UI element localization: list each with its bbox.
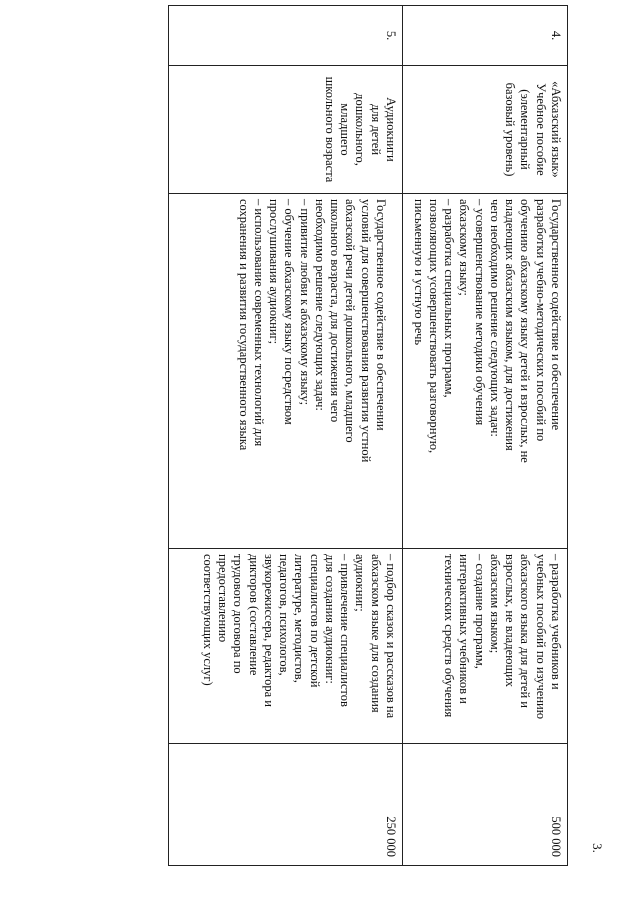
measures-line: – разработка учебников и [549,554,563,690]
measures-line: технических средств обучения [442,554,457,718]
description-line: Государственное содействие в обеспечении [374,199,388,431]
description-cell [169,194,403,549]
measures-line: взрослых, не владеющих [503,554,518,688]
description-line: разработки учебно-методических пособий по [533,199,548,442]
measures-line: учебных пособий по изучению [533,554,548,720]
item-name-line: (элементарный [518,89,533,170]
measures-line: дикторов (составление [246,554,261,676]
description-line: Государственное содействие и обеспечение [549,199,563,431]
item-name-cell [403,66,568,194]
item-name-line: Аудиокниги [384,97,398,162]
measures-line: специалистов по детской [307,554,322,688]
row-number: 5. [384,30,398,41]
program-table-rotated [168,5,568,865]
item-name-line: младшего [338,103,353,156]
cost-cell [403,744,568,866]
description-line: письменную и устную речь [411,199,426,346]
item-name-cell [169,66,403,194]
measures-line: соответствующих услуг) [201,554,215,686]
description-line: владеющих абхазским языком, для достижения [503,199,518,451]
measures-line: – привлечение специалистов [338,554,353,707]
table-row [169,6,403,866]
row-number-cell [169,6,403,66]
measures-line: звукорежиссера, редактора и [262,554,276,707]
measures-line: педагогов, психологов, [277,554,292,676]
page-number: 3. [589,843,605,853]
description-line: позволяющих усовершенствовать разговорную, [427,199,441,454]
description-line: – усовершенствование методики обучения [472,199,487,426]
measures-cell [169,549,403,744]
description-line: – разработка специальных программ, [442,199,457,398]
item-name-line: Учебное пособие [533,83,548,176]
row-number: 4. [549,30,563,41]
measures-line: интерактивных учебников и [457,554,472,704]
description-line: абхазской речи детей дошкольного, младшего [343,199,358,443]
description-line: абхазскому языку; [457,199,472,296]
item-name-line: базовый уровень) [503,82,518,177]
measures-line: – создание программ, [472,554,487,669]
measures-line: для создания аудиокниг: [323,554,337,684]
description-line: – привитие любви к абхазскому языку; [297,199,312,406]
row-number-cell [403,6,568,66]
item-name-line: для детей [368,103,383,156]
measures-line: предоставлению [216,554,231,643]
description-line: школьного возраста, для достижения чего [328,199,343,423]
program-table [168,5,568,866]
description-line: необходимо решение следующих задач: [313,199,327,411]
measures-cell [403,549,568,744]
description-line: сохранения и развития государственного языка [236,199,251,451]
item-name-line: дошкольного, [353,93,368,166]
measures-line: абхазском языке для создания [368,554,383,713]
description-line: прослушивания аудиокниг; [267,199,282,345]
cost-value: 500 000 [549,816,563,857]
cost-value: 250 000 [384,816,398,857]
measures-line: аудиокниг; [353,554,368,612]
measures-line: трудового договора по [231,554,246,674]
measures-line: – подбор сказок и рассказов на [384,554,398,719]
description-line: – обучение абхазскому языку посредством [282,199,297,425]
description-line: условий для совершенствования развития устной [358,199,373,463]
cost-cell [169,744,403,866]
measures-line: абхазским языком; [488,554,502,654]
description-cell [403,194,568,549]
description-line: обучению абхазскому языку детей и взрослых, не [518,199,533,463]
table-body [169,6,568,866]
measures-line: литературе, методистов, [292,554,307,683]
item-name-line: школьного возраста [323,76,337,183]
item-name-line: «Абхазский язык» [549,81,563,178]
description-line: – использование современных технологий для [252,199,266,447]
table-row [403,6,568,866]
description-line: чего необходимо решение следующих задач: [488,199,502,437]
measures-line: абхазского языка для детей и [518,554,533,708]
